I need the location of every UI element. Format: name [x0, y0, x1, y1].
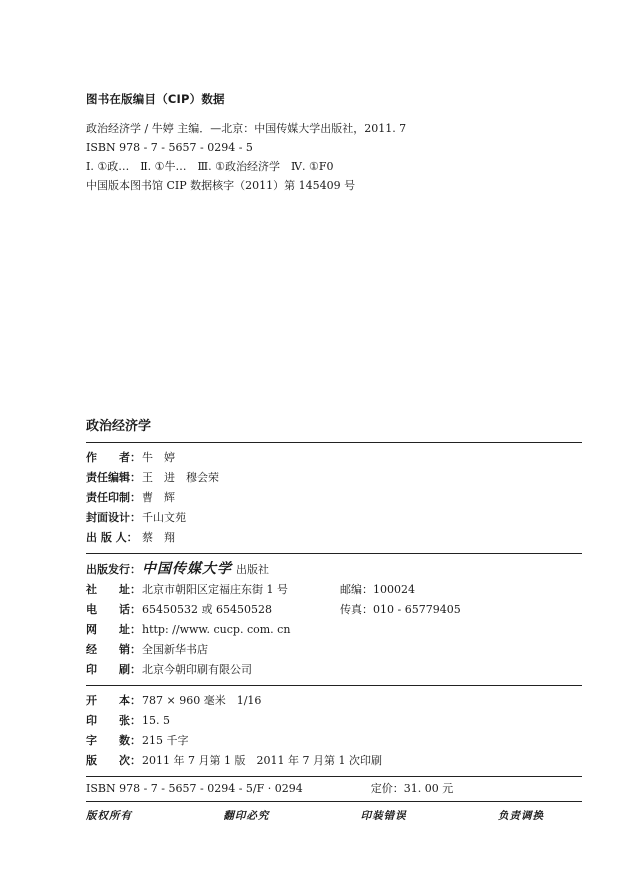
rights-text: 翻印必究 [223, 810, 270, 822]
spec-label: 字 数： [86, 734, 141, 747]
spec-row [86, 731, 582, 751]
credit-label: 责任印制： [86, 491, 141, 504]
cip-block [86, 92, 546, 195]
contact-row [86, 580, 582, 600]
spec-value: 2011 年 7 月第 1 版 2011 年 7 月第 1 次印刷 [142, 754, 382, 767]
fax-label: 传真： [340, 603, 373, 616]
cip-line: 中国版本图书馆 CIP 数据核字（2011）第 145409 号 [86, 179, 356, 192]
rights-text: 印装错误 [360, 810, 407, 822]
credit-label: 封面设计： [86, 511, 141, 524]
contact-label: 经 销： [86, 643, 141, 656]
cip-heading: 图书在版编目（CIP）数据 [86, 92, 225, 106]
contact-value: 北京今朝印刷有限公司 [142, 663, 252, 676]
publisher-suffix: 出版社 [236, 563, 269, 576]
contact-value: 65450532 或 65450528 [142, 603, 272, 616]
isbn-price-row [86, 777, 582, 801]
spec-row [86, 691, 582, 711]
credit-value: 千山文苑 [142, 511, 186, 524]
publisher-label: 出版发行： [86, 563, 141, 576]
contact-row [86, 620, 582, 640]
publisher-logo: 中国传媒大学 [142, 561, 232, 577]
credit-label: 责任编辑： [86, 471, 141, 484]
contact-value: 北京市朝阳区定福庄东街 1 号 [142, 583, 288, 596]
contact-row [86, 640, 582, 660]
spec-label: 版 次： [86, 754, 141, 767]
rights-notice [86, 802, 582, 824]
spec-label: 开 本： [86, 694, 141, 707]
cip-line: 政治经济学 / 牛婷 主编．—北京：中国传媒大学出版社，2011. 7 [86, 122, 407, 135]
publisher-row [86, 559, 582, 580]
colophon-block [86, 418, 582, 824]
spec-value: 15. 5 [142, 714, 170, 727]
credit-value: 牛 婷 [142, 451, 175, 464]
credit-row [86, 448, 582, 468]
book-title: 政治经济学 [86, 419, 152, 434]
fax [340, 600, 461, 620]
credit-row [86, 528, 582, 548]
credit-row [86, 508, 582, 528]
contact-label: 印 刷： [86, 663, 141, 676]
rights-text: 版权所有 [86, 810, 132, 822]
contact-value: 全国新华书店 [142, 643, 208, 656]
fax-value: 010 - 65779405 [373, 603, 461, 616]
contact-label: 网 址： [86, 623, 141, 636]
website-url: http: //www. cucp. com. cn [142, 623, 291, 636]
credit-label: 出 版 人： [86, 531, 138, 544]
postcode-label: 邮编： [340, 583, 373, 596]
credit-label: 作 者： [86, 451, 141, 464]
spec-value: 787 × 960 毫米 1/16 [142, 694, 262, 707]
publisher-section [86, 554, 582, 685]
credit-value: 蔡 翔 [142, 531, 175, 544]
credit-value: 曹 辉 [142, 491, 175, 504]
cip-line: Ⅰ. ①政… Ⅱ. ①牛… Ⅲ. ①政治经济学 Ⅳ. ①F0 [86, 160, 334, 173]
spec-label: 印 张： [86, 714, 141, 727]
credits-section [86, 443, 582, 553]
rights-text: 负责调换 [497, 810, 544, 822]
cip-line: ISBN 978 - 7 - 5657 - 0294 - 5 [86, 141, 253, 154]
specs-section [86, 686, 582, 776]
contact-label: 电 话： [86, 603, 141, 616]
postcode [340, 580, 415, 600]
contact-label: 社 址： [86, 583, 141, 596]
contact-row [86, 660, 582, 680]
spec-row [86, 751, 582, 771]
postcode-value: 100024 [373, 583, 415, 596]
spec-value: 215 千字 [142, 734, 189, 747]
isbn-code: ISBN 978 - 7 - 5657 - 0294 - 5/F · 0294 [86, 782, 303, 795]
credit-row [86, 488, 582, 508]
credit-value: 王 进 穆会荣 [142, 471, 219, 484]
price: 定价：31. 00 元 [370, 782, 454, 795]
credit-row [86, 468, 582, 488]
contact-row [86, 600, 582, 620]
spec-row [86, 711, 582, 731]
